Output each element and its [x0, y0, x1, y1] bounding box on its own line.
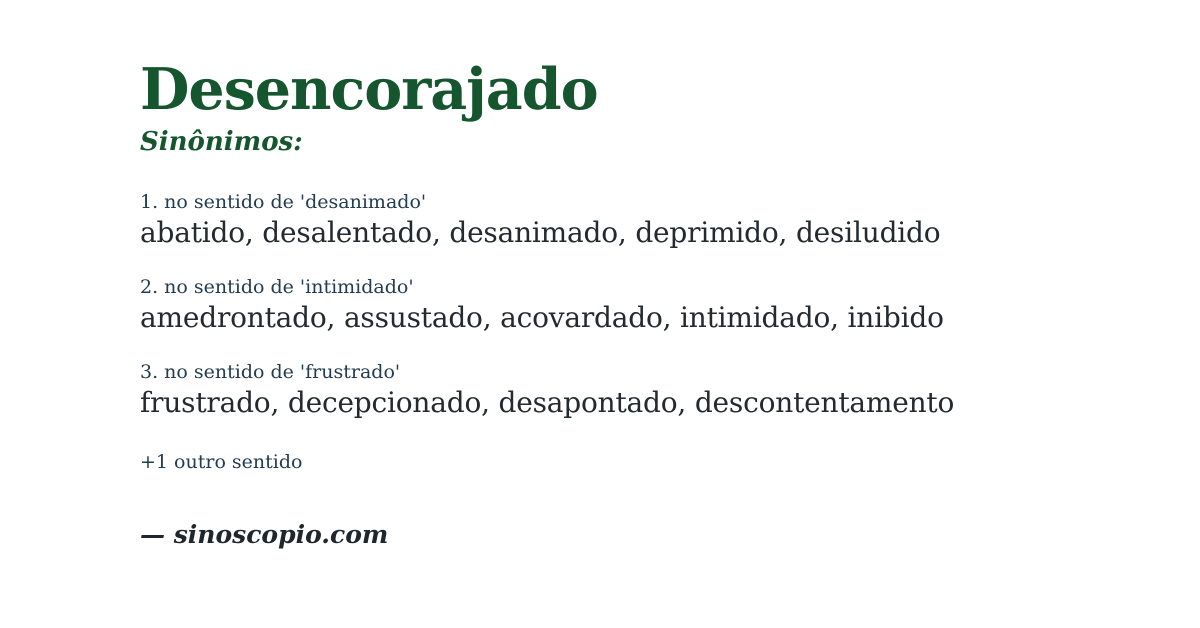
attribution-source: — sinoscopio.com — [140, 520, 389, 550]
sense-block-1 — [140, 191, 1160, 251]
sense-synonyms-2: amedrontado, assustado, acovardado, intimidado, inibido — [140, 300, 944, 334]
sense-synonyms-3: frustrado, decepcionado, desapontado, descontentamento — [140, 385, 955, 419]
sense-label-2: 2. no sentido de 'intimidado' — [140, 275, 414, 298]
more-senses-note: +1 outro sentido — [140, 451, 303, 474]
sense-block-2 — [140, 276, 1160, 336]
sense-synonyms-1: abatido, desalentado, desanimado, deprimido, desiludido — [140, 215, 941, 249]
senses-list — [140, 191, 1160, 421]
sense-label-1: 1. no sentido de 'desanimado' — [140, 190, 427, 213]
sense-block-3 — [140, 361, 1160, 421]
synonyms-heading: Sinônimos: — [140, 126, 303, 157]
page-title: Desencorajado — [140, 56, 598, 123]
sense-label-3: 3. no sentido de 'frustrado' — [140, 361, 401, 384]
